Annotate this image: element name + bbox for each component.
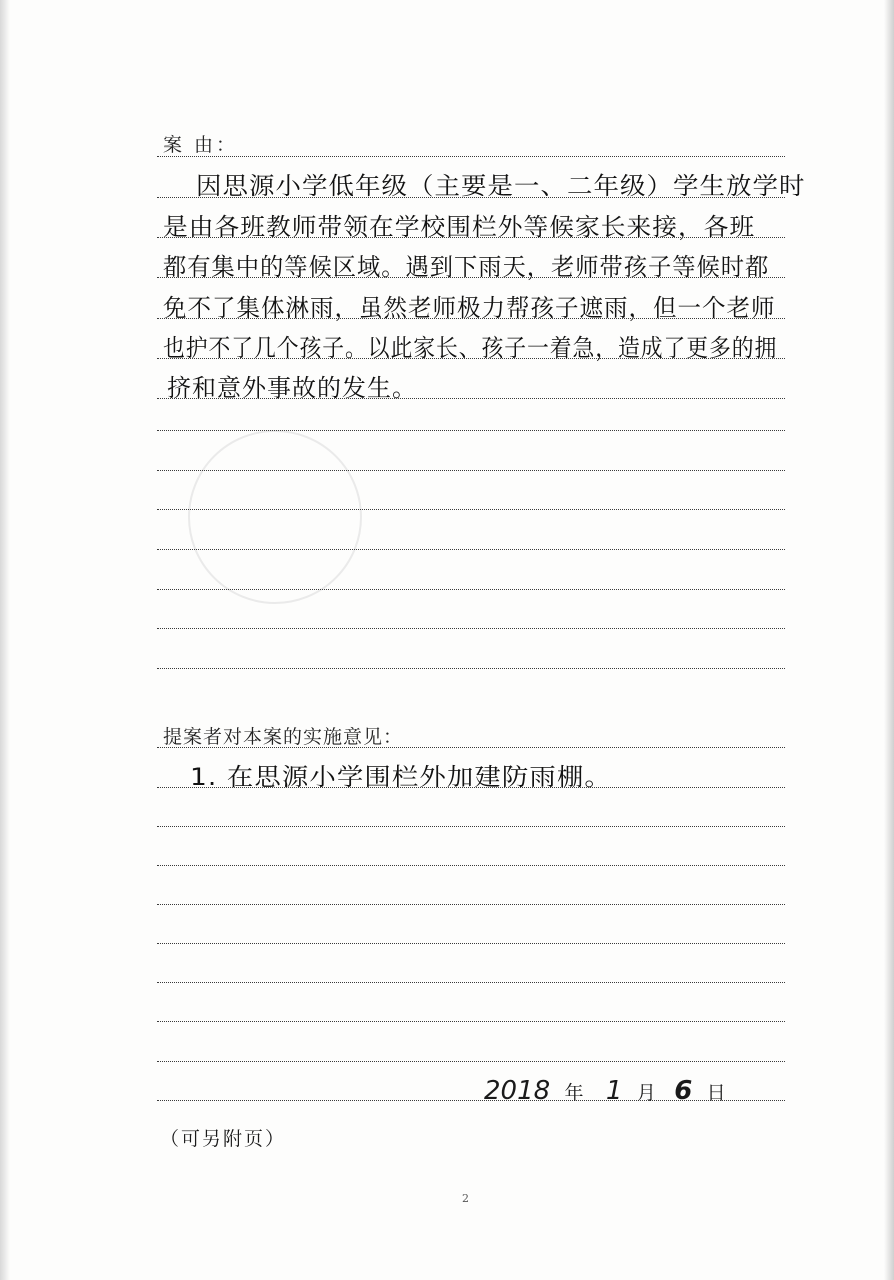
ruled-line <box>157 277 785 278</box>
ruled-line <box>157 826 785 827</box>
ruled-line <box>157 318 785 319</box>
ruled-line <box>157 358 785 359</box>
attachment-note: （可另附页） <box>160 1128 287 1150</box>
ruled-line <box>157 787 785 788</box>
ruled-line <box>157 904 785 905</box>
ruled-line <box>157 470 785 471</box>
date-year-unit: 年 <box>564 1082 584 1104</box>
page-number: 2 <box>462 1192 469 1205</box>
reason-line-2: 是由各班教师带领在学校围栏外等候家长来接，各班 <box>163 213 756 241</box>
ruled-line <box>157 237 785 238</box>
ruled-line <box>157 982 785 983</box>
reason-label: 案 由： <box>163 134 239 156</box>
date-day: 6 <box>674 1076 693 1106</box>
date-month: 1 <box>605 1076 623 1106</box>
reason-line-4: 免不了集体淋雨，虽然老师极力帮孩子遮雨，但一个老师 <box>163 294 776 322</box>
ruled-line <box>157 1061 785 1062</box>
reason-line-6: 挤和意外事故的发生。 <box>167 374 417 402</box>
date-day-unit: 日 <box>706 1082 726 1104</box>
opinion-label: 提案者对本案的实施意见： <box>163 726 404 748</box>
signature-date <box>484 1076 734 1106</box>
reason-line-5: 也护不了几个孩子。以此家长、孩子一着急，造成了更多的拥 <box>163 334 778 362</box>
ruled-line <box>157 509 785 510</box>
reason-line-1: 因思源小学低年级（主要是一、二年级）学生放学时 <box>196 172 806 200</box>
ruled-line <box>157 668 785 669</box>
ruled-line <box>157 430 785 431</box>
ruled-line <box>157 747 785 748</box>
ruled-line <box>157 865 785 866</box>
ruled-line <box>157 628 785 629</box>
date-year: 2018 <box>484 1076 551 1106</box>
ruled-line <box>157 943 785 944</box>
reason-line-3: 都有集中的等候区域。遇到下雨天，老师带孩子等候时都 <box>163 253 770 281</box>
ruled-line <box>157 589 785 590</box>
ruled-line <box>157 398 785 399</box>
scan-edge-right <box>884 0 894 1280</box>
scan-edge-left <box>0 0 10 1280</box>
bleed-through-seal <box>188 430 362 604</box>
opinion-line-1: 1. 在思源小学围栏外加建防雨棚。 <box>190 763 612 791</box>
date-month-unit: 月 <box>636 1082 656 1104</box>
ruled-line <box>157 156 785 157</box>
ruled-line <box>157 1021 785 1022</box>
ruled-line <box>157 549 785 550</box>
ruled-line <box>157 197 785 198</box>
